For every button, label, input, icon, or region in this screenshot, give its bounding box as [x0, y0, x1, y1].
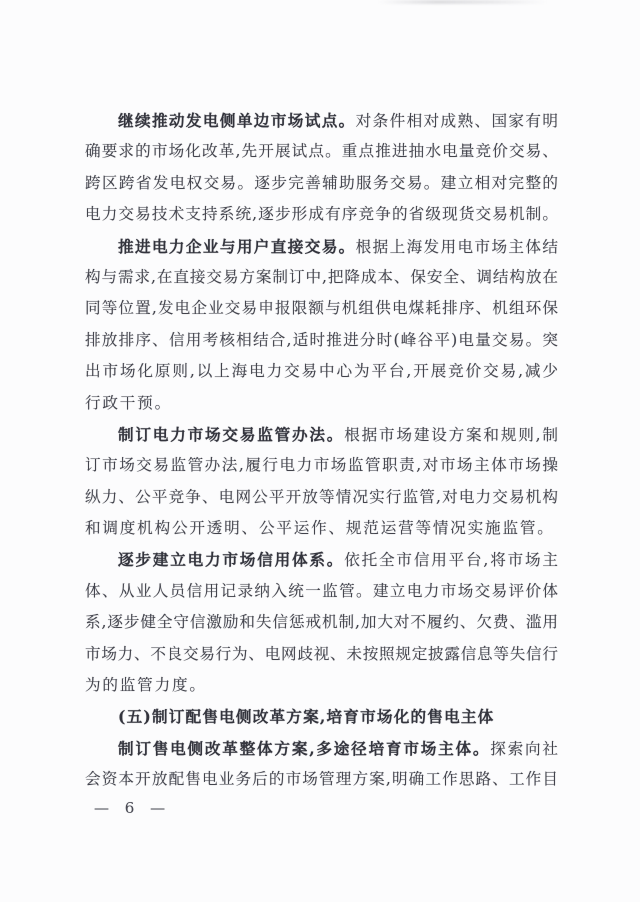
heading-section-five	[85, 701, 558, 732]
body-text: 根据市场建设方案和规则,制	[344, 425, 558, 444]
text-line	[85, 576, 558, 607]
text-line	[85, 544, 558, 575]
text-line	[85, 293, 558, 324]
text-line	[85, 168, 558, 199]
body-text: 同等位置,发电企业交易申报限额与机组供电煤耗排序、机组环保	[85, 299, 558, 318]
para-market-supervision-measures	[85, 419, 558, 545]
para-retail-side-reform	[85, 733, 558, 796]
text-line	[85, 513, 558, 544]
text-line	[85, 639, 558, 670]
body-text: 市场力、不良交易行为、电网歧视、未按照规定披露信息等失信行	[85, 644, 558, 663]
body-text: 和调度机构公开透明、公平运作、规范运营等情况实施监管。	[85, 519, 555, 538]
body-text: 确要求的市场化改革,先开展试点。重点推进抽水电量竞价交易、	[85, 142, 558, 161]
lead-sentence: 继续推动发电侧单边市场试点。	[118, 111, 356, 130]
body-text: 依托全市信用平台,将市场主	[344, 551, 558, 570]
para-generation-side-pilot	[85, 105, 558, 231]
para-credit-system	[85, 544, 558, 701]
text-line	[85, 356, 558, 387]
text-line	[85, 764, 558, 795]
text-line	[85, 136, 558, 167]
body-text: 会资本开放配售电业务后的市场管理方案,明确工作思路、工作目	[85, 770, 558, 789]
para-direct-trading	[85, 231, 558, 419]
body-text: 纵力、公平竞争、电网公平开放等情况实行监管,对电力交易机构	[85, 487, 558, 506]
text-line	[85, 231, 558, 262]
body-text: 对条件相对成熟、国家有明	[355, 112, 558, 130]
body-text: 构与需求,在直接交易方案制订中,把降成本、保安全、调结构放在	[85, 267, 558, 286]
text-line	[85, 607, 558, 638]
text-line	[85, 733, 558, 764]
text-line	[85, 388, 558, 419]
document-body	[85, 105, 558, 796]
body-text: 出市场化原则,以上海电力交易中心为平台,开展竞价交易,减少	[85, 362, 558, 381]
text-line	[85, 670, 558, 701]
text-line	[85, 262, 558, 293]
body-text: 探索向社	[490, 739, 558, 758]
body-text: 排放排序、信用考核相结合,适时推进分时(峰谷平)电量交易。突	[85, 330, 558, 349]
body-text: 电力交易技术支持系统,逐步形成有序竞争的省级现货交易机制。	[85, 205, 558, 224]
body-text: 行政干预。	[85, 393, 172, 412]
body-text: 系,逐步健全守信激励和失信惩戒机制,加大对不履约、欠费、滥用	[85, 613, 558, 632]
lead-sentence: 制订售电侧改革整体方案,多途径培育市场主体。	[118, 738, 491, 758]
text-line	[85, 482, 558, 513]
body-text: 订市场交易监管办法,履行电力市场监管职责,对市场主体市场操	[85, 456, 558, 475]
text-line	[85, 419, 558, 450]
scan-artifact-top	[378, 0, 548, 4]
body-text: 体、从业人员信用记录纳入统一监管。建立电力市场交易评价体	[85, 581, 558, 600]
lead-sentence: 制订电力市场交易监管办法。	[118, 424, 345, 444]
text-line	[85, 105, 558, 136]
page-number: — 6 —	[94, 799, 167, 817]
body-text: 为的监管力度。	[85, 676, 207, 695]
text-line	[85, 701, 558, 732]
body-text: 根据上海发用电市场主体结	[355, 237, 558, 256]
text-line	[85, 450, 558, 481]
text-line	[85, 325, 558, 356]
lead-sentence: 推进电力企业与用户直接交易。	[118, 236, 356, 256]
lead-sentence: (五)制订配售电侧改革方案,培育市场化的售电主体	[118, 707, 495, 727]
body-text: 跨区跨省发电权交易。逐步完善辅助服务交易。建立相对完整的	[85, 173, 558, 192]
lead-sentence: 逐步建立电力市场信用体系。	[118, 550, 345, 570]
text-line	[85, 199, 558, 230]
